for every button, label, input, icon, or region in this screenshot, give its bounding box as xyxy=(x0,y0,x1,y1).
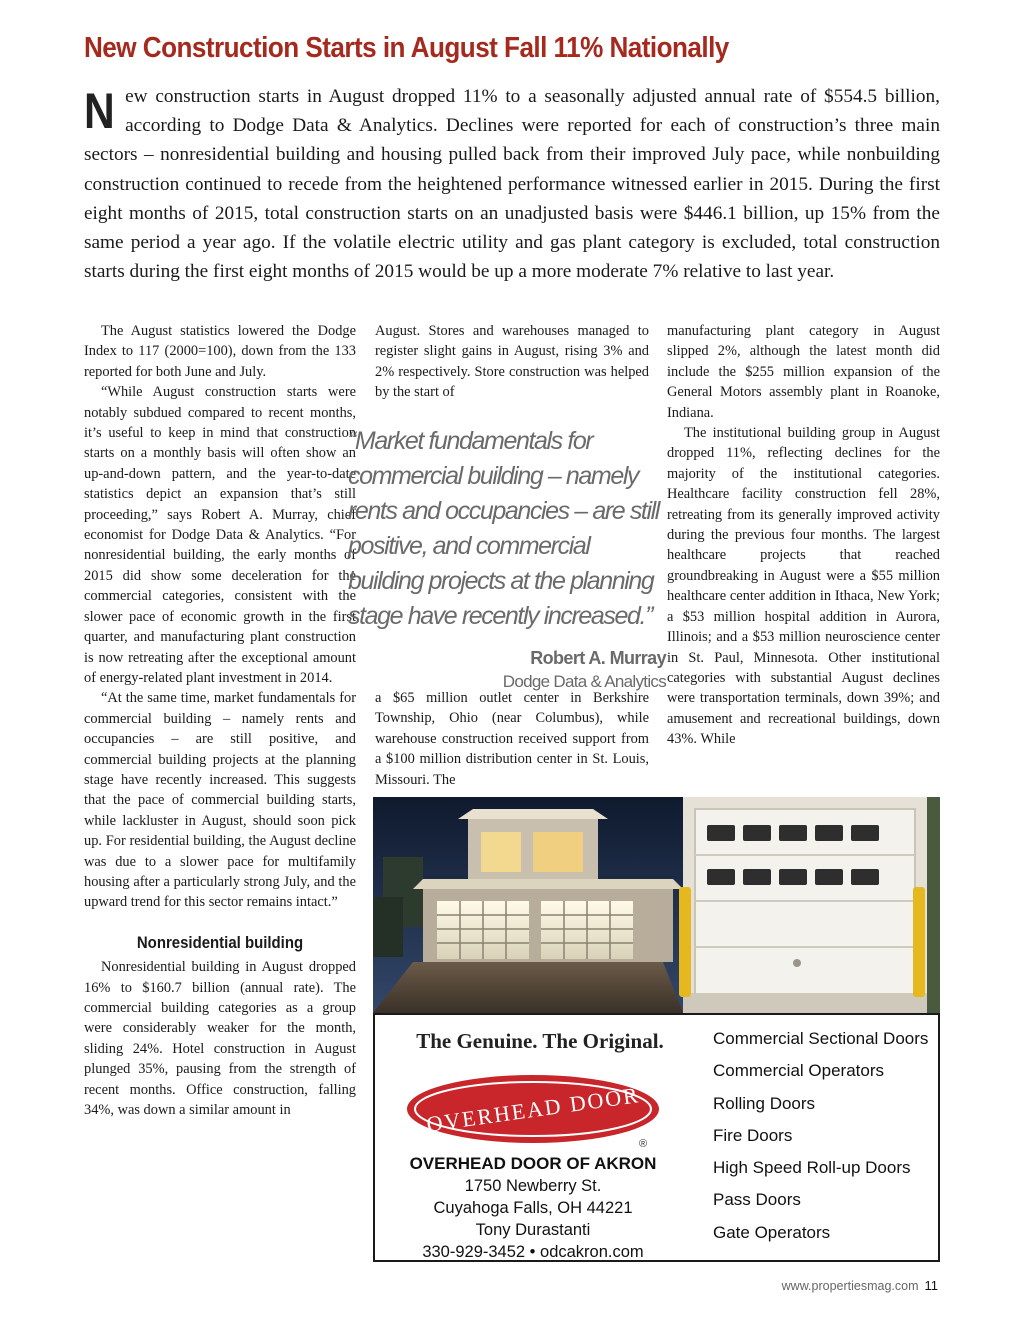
address-line-2: Cuyahoga Falls, OH 44221 xyxy=(433,1199,633,1217)
product-item: Commercial Sectional Doors xyxy=(713,1029,929,1048)
body-paragraph: August. Stores and warehouses managed to register slight gains in August, rising 3% and 2% respectively. Store construction was helped by the start of xyxy=(375,323,649,401)
product-item: High Speed Roll-up Doors xyxy=(713,1158,911,1178)
body-paragraph: a $65 million outlet center in Berkshire Township, Ohio (near Columbus), while warehouse construction received support from a $100 million distribution center in St. Louis, Missouri. The xyxy=(375,690,649,788)
product-item: Pass Doors xyxy=(713,1190,801,1210)
ad-photo xyxy=(373,797,940,1013)
body-paragraph: manufacturing plant category in August slipped 2%, although the latest month did include the $255 million expansion of the General Motors assembly plant in Roanoke, Indiana. xyxy=(667,323,940,421)
product-item: Gate Operators xyxy=(713,1222,831,1242)
lede-text: ew construction starts in August dropped 11% to a seasonally adjusted annual rate of $554.5 billion, according to Dodge Data & Analytics. Declines were reported for each of construction’s three main sectors – nonresidential building and housing pulled back from their improved July pace, while nonbuilding construction continued to recede from the heightened performance witnessed earlier in 2015. During the first eight months of 2015, total construction starts on an unadjusted basis were $446.1 billion, up 15% from the same period a year ago. If the volatile electric utility and gas plant category is excluded, total construction starts during the first eight months of 2015 would be up a more moderate 7% relative to last year. xyxy=(84,86,940,283)
pull-quote-org: Dodge Data & Analytics xyxy=(502,672,666,691)
lede-paragraph xyxy=(84,82,940,286)
pull-quote-name: Robert A. Murray xyxy=(530,648,666,668)
house-garage-illustration xyxy=(373,797,940,1013)
pull-quote xyxy=(348,424,670,692)
page-footer xyxy=(782,1278,938,1293)
ad-tagline: The Genuine. The Original. xyxy=(416,1029,664,1053)
phone-and-website[interactable]: 330-929-3452 • odcakron.com xyxy=(422,1243,644,1261)
page-number: 11 xyxy=(924,1278,938,1293)
body-paragraph: “While August construction starts were notably subdued compared to recent months, it’s useful to keep in mind that construction starts on a monthly basis will often show an up-and-down pattern, and the year-to-date statistics depict an expansion that’s still proceeding,” says Robert A. Murray, chief economist for Dodge Data & Analytics. “For nonresidential building, the early months of 2015 did show some deceleration for the commercial categories, consistent with the slower pace of economic growth in the first quarter, and manufacturing plant construction is now retreating after the exceptional amount of energy-related plant investment in 2014. xyxy=(84,384,356,686)
body-column-1 xyxy=(84,321,356,1120)
ad-info-box xyxy=(373,1013,940,1262)
company-name: OVERHEAD DOOR OF AKRON xyxy=(409,1154,657,1173)
advertisement[interactable] xyxy=(373,797,940,1260)
body-column-2-bottom xyxy=(375,688,649,790)
product-item: Fire Doors xyxy=(713,1125,793,1145)
body-paragraph: The August statistics lowered the Dodge Index to 117 (2000=100), down from the 133 reported for both June and July. xyxy=(84,323,356,380)
body-paragraph: “At the same time, market fundamentals for commercial building – namely rents and occupancies – are still positive, and commercial building projects at the planning stage have recently increased. This suggests that the pace of commercial building starts, while lackluster in August, should soon pick up. For residential building, the August decline was due to a slower pace for multifamily housing after a particularly strong July, and the upward trend for this sector remains intact.” xyxy=(84,690,356,911)
overhead-door-logo xyxy=(401,1069,666,1149)
footer-url[interactable]: www.propertiesmag.com xyxy=(781,1279,919,1293)
product-list xyxy=(713,1027,928,1253)
contact-name: Tony Durastanti xyxy=(475,1221,591,1239)
drop-cap: N xyxy=(84,83,115,139)
product-item: Rolling Doors xyxy=(713,1093,816,1113)
logo-wordmark: OVERHEAD DOOR xyxy=(424,1082,642,1137)
article-headline: New Construction Starts in August Fall 11% Nationally xyxy=(84,32,729,64)
product-item: Commercial Operators xyxy=(713,1061,884,1081)
pull-quote-text: “Market fundamentals for commercial building – namely rents and occupancies – are still positive, and commercial building projects at the planning stage have recently increased.” xyxy=(348,427,659,630)
registered-mark: ® xyxy=(639,1138,648,1149)
section-subhead: Nonresidential building xyxy=(136,932,304,952)
body-paragraph: The institutional building group in August dropped 11%, reflecting declines for the majority of the institutional categories. Healthcare facility construction fell 28%, retreating from its generally improved activity during the previous four months. The largest healthcare projects that reached groundbreaking in August were a $55 million healthcare center addition in Ithaca, New York; a $53 million hospital addition in Aurora, Illinois; and a $53 million neuroscience center in St. Paul, Minnesota. Other institutional categories with substantial August declines were transportation terminals, down 39%; and amusement and recreational buildings, down 43%. While xyxy=(667,425,940,748)
body-column-3 xyxy=(667,321,940,750)
body-column-2-top xyxy=(375,321,649,403)
address-line-1: 1750 Newberry St. xyxy=(464,1177,602,1195)
company-info xyxy=(395,1153,671,1263)
body-paragraph: Nonresidential building in August dropped 16% to $160.7 billion (annual rate). The commercial building categories as a group were considerably weaker for the month, sliding 24%. Hotel construction in August plunged 35%, pausing from the strength of recent months. Office construction, falling 34%, was down a similar amount in xyxy=(84,959,356,1119)
